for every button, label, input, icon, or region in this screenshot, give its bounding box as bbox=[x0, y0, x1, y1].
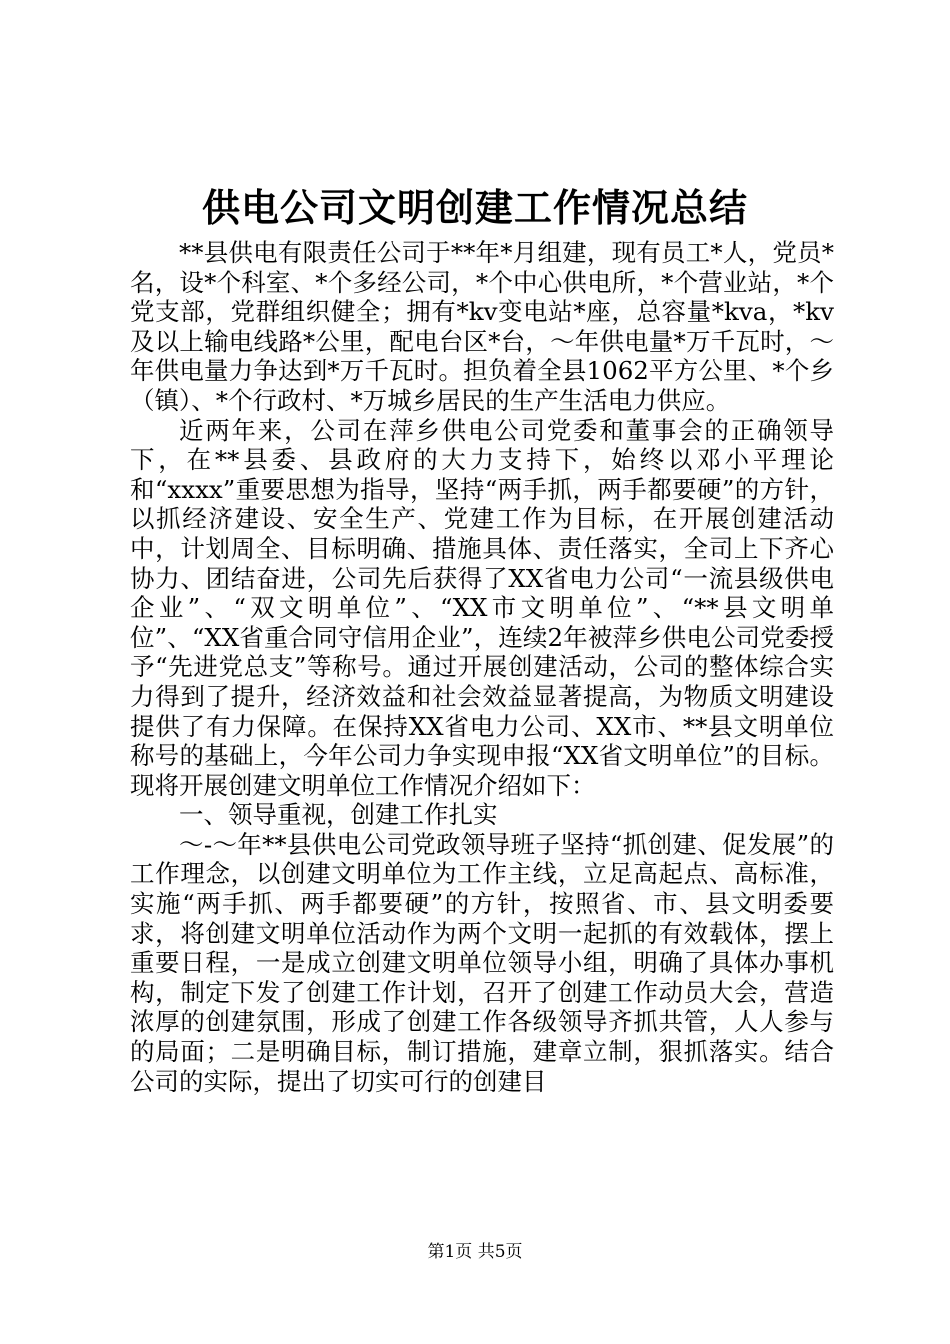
page-footer: 第1页 共5页 bbox=[427, 1242, 523, 1262]
section-heading: 一、领导重视，创建工作扎实 bbox=[179, 800, 498, 830]
paragraph-intro: **县供电有限责任公司于**年*月组建，现有员工*人，党员*名，设*个科室、*个多经公司，*个中心供电所，*个营业站，*个党支部，党群组织健全；拥有*kv变电站*座，总容量*kva，*kv及以上输电线路*公里，配电台区*台，～年供电量*万千瓦时，～年供电量力争达到*万千瓦时。担负着全县1062平方公里、*个乡（镇）、*个行政村、*万城乡居民的生产生活电力供应。 bbox=[130, 238, 834, 415]
paragraph-achievements: 近两年来，公司在萍乡供电公司党委和董事会的正确领导下，在**县委、县政府的大力支持下，始终以邓小平理论和“xxxx”重要思想为指导，坚持“两手抓，两手都要硬”的方针，以抓经济建设、安全生产、党建工作为目标，在开展创建活动中，计划周全、目标明确、措施具体、责任落实，全司上下齐心协力、团结奋进，公司先后获得了XX省电力公司“一流县级供电企业”、“双文明单位”、“XX市文明单位”、“**县文明单位”、“XX省重合同守信用企业”，连续2年被萍乡供电公司党委授予“先进党总支”等称号。通过开展创建活动，公司的整体综合实力得到了提升，经济效益和社会效益显著提高，为物质文明建设提供了有力保障。在保持XX省电力公司、XX市、**县文明单位称号的基础上，今年公司力争实现申报“XX省文明单位”的目标。现将开展创建文明单位工作情况介绍如下： bbox=[130, 415, 834, 800]
paragraph-leadership: ～-～年**县供电公司党政领导班子坚持“抓创建、促发展”的工作理念，以创建文明单位为工作主线，立足高起点、高标准，实施“两手抓、两手都要硬”的方针，按照省、市、县文明委要求，将创建文明单位活动作为两个文明一起抓的有效载体，摆上重要日程，一是成立创建文明单位领导小组，明确了具体办事机构，制定下发了创建工作计划，召开了创建工作动员大会，营造浓厚的创建氛围，形成了创建工作各级领导齐抓共管，人人参与的局面；二是明确目标，制订措施，建章立制，狠抓落实。结合公司的实际，提出了切实可行的创建目 bbox=[130, 829, 834, 1096]
document-title: 供电公司文明创建工作情况总结 bbox=[201, 185, 748, 230]
document-body bbox=[130, 238, 834, 1096]
